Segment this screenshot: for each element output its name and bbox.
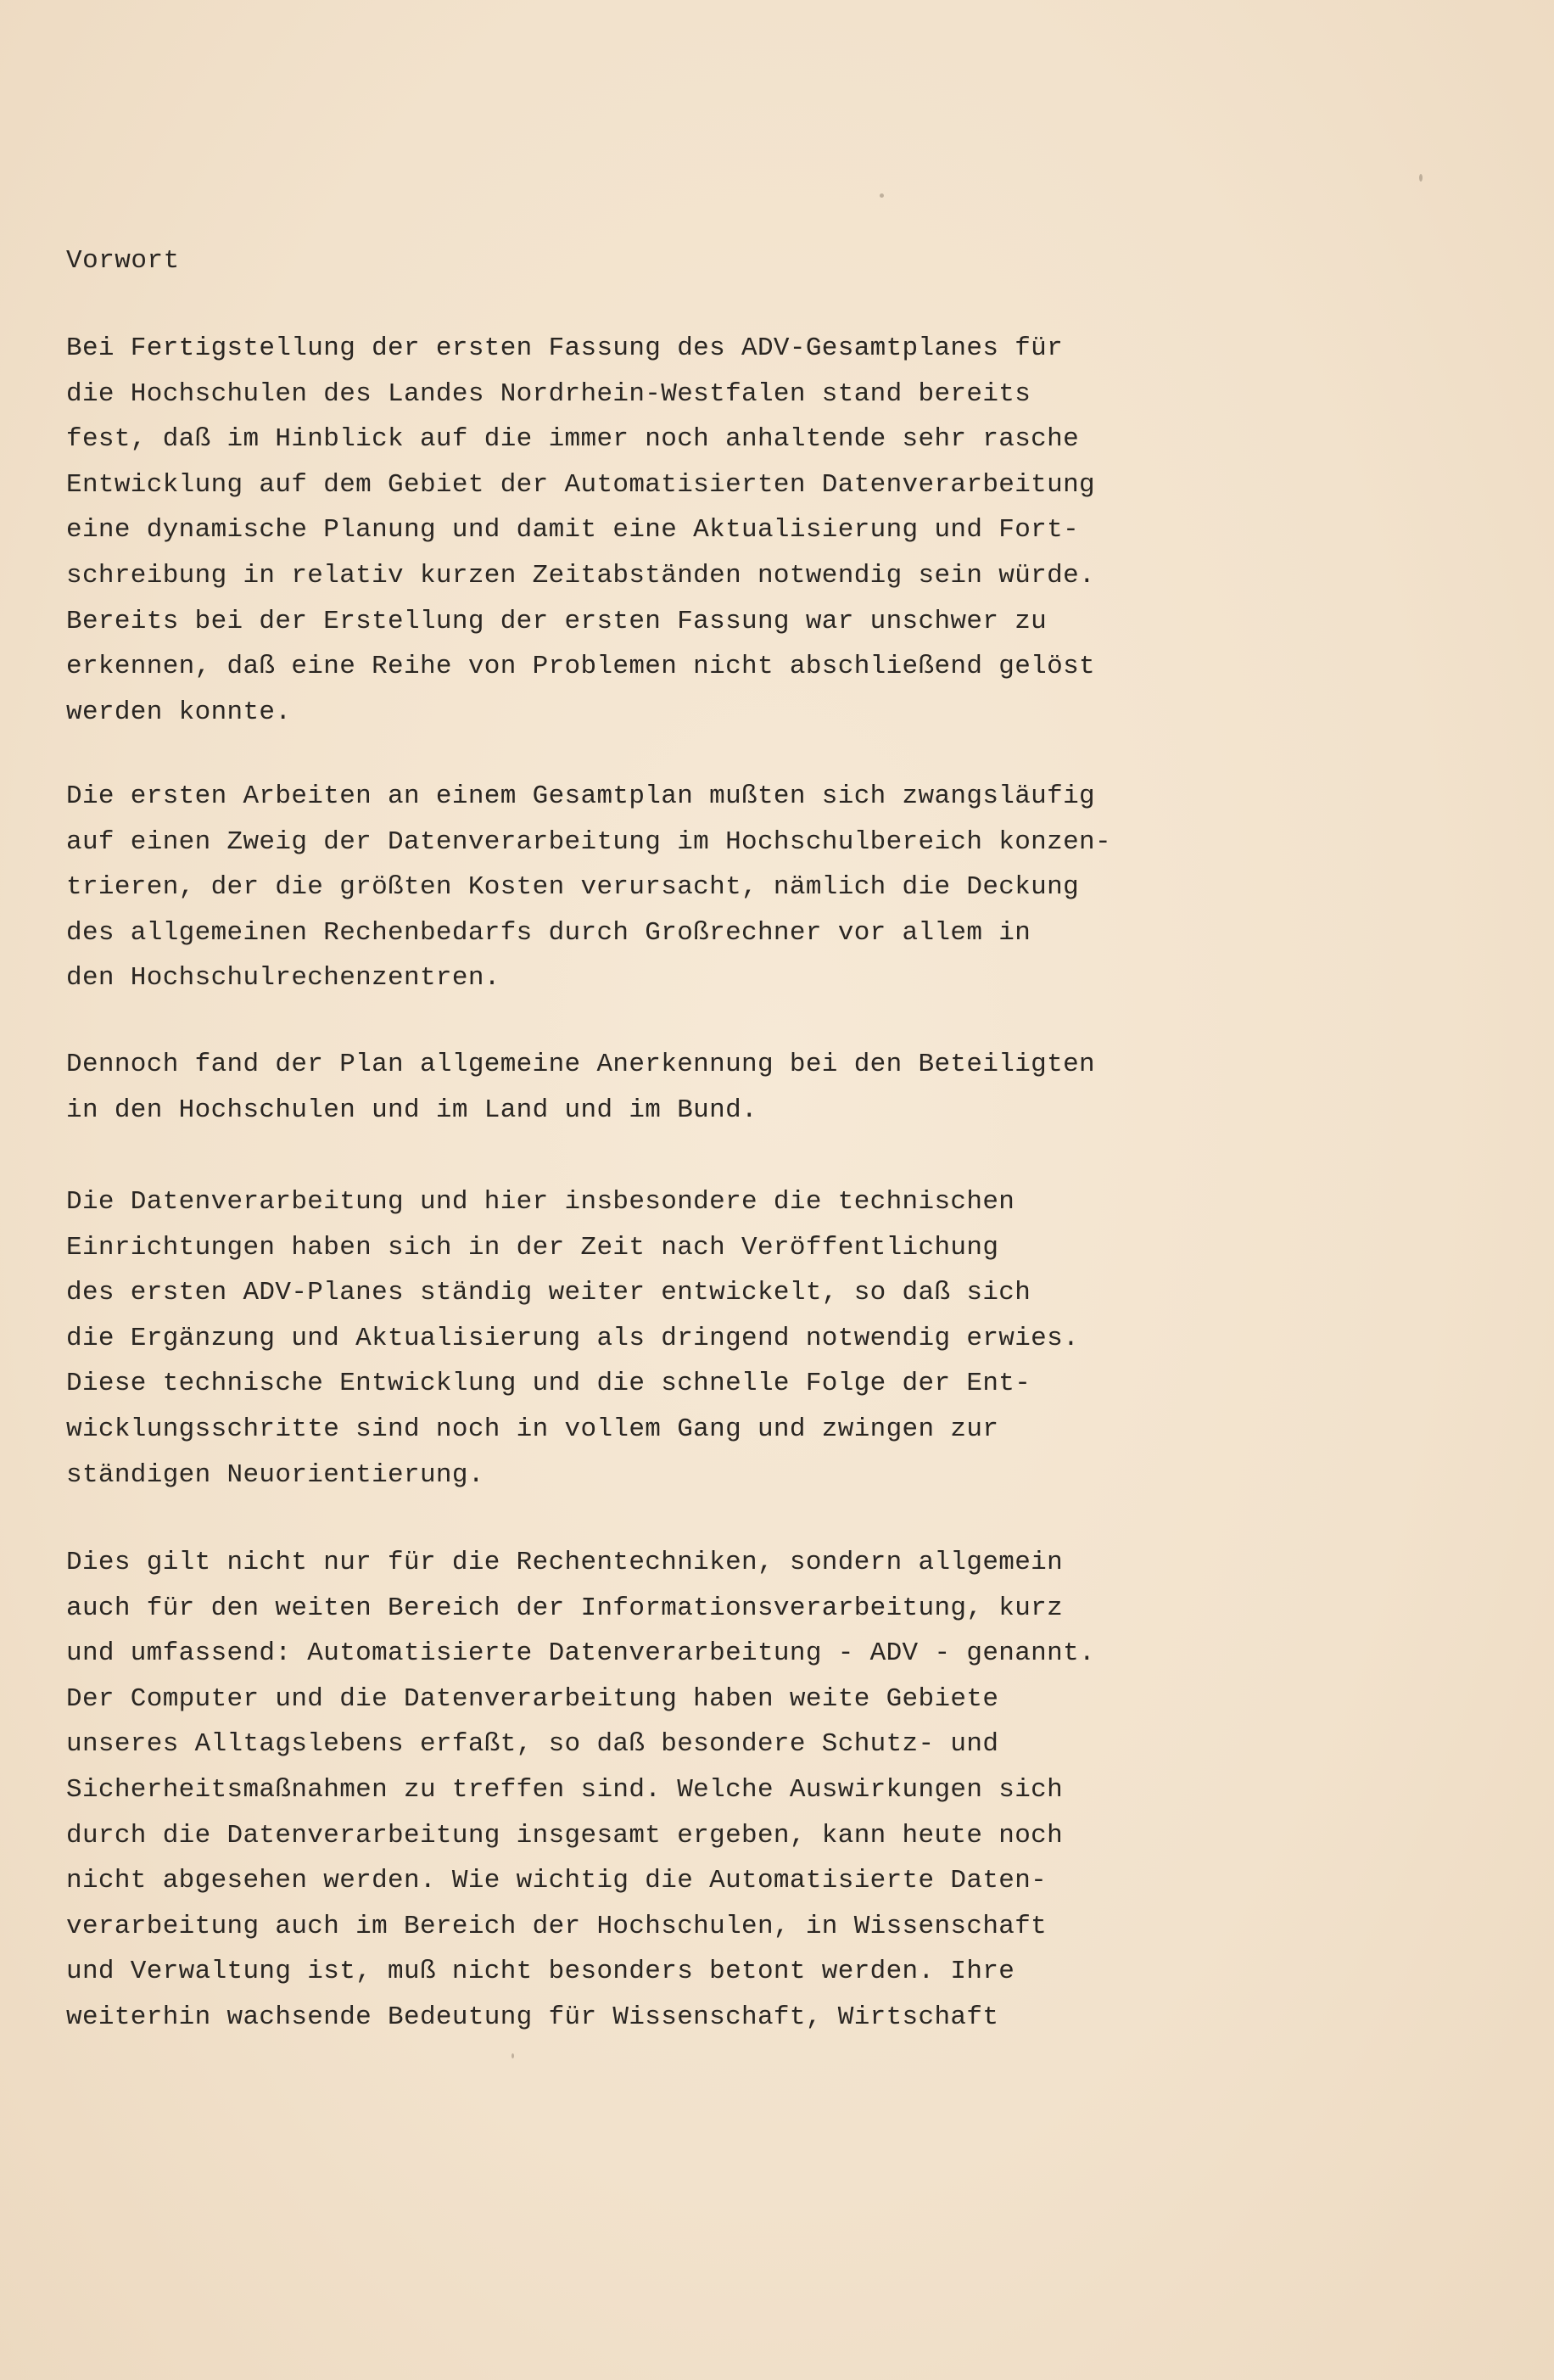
text-line: trieren, der die größten Kosten verursacht, nämlich die Deckung [66,872,1080,902]
text-line: und Verwaltung ist, muß nicht besonders betont werden. Ihre [66,1957,1015,1986]
text-line: verarbeitung auch im Bereich der Hochschulen, in Wissenschaft [66,1912,1048,1941]
text-line: des ersten ADV-Planes ständig weiter entwickelt, so daß sich [66,1278,1031,1308]
text-line: in den Hochschulen und im Land und im Bund. [66,1095,757,1125]
text-line: Diese technische Entwicklung und die schnelle Folge der Ent- [66,1369,1031,1398]
paper-speck [511,2053,514,2058]
text-line: auch für den weiten Bereich der Informationsverarbeitung, kurz [66,1593,1064,1623]
text-line: durch die Datenverarbeitung insgesamt ergeben, kann heute noch [66,1821,1064,1851]
text-line: Sicherheitsmaßnahmen zu treffen sind. Welche Auswirkungen sich [66,1775,1064,1805]
text-line: Entwicklung auf dem Gebiet der Automatisierten Datenverarbeitung [66,470,1095,500]
text-line: unseres Alltagslebens erfaßt, so daß besondere Schutz- und [66,1729,999,1759]
text-line: schreibung in relativ kurzen Zeitabständen notwendig sein würde. [66,561,1095,591]
page-title: Vorwort [66,246,180,276]
paper-speck [1419,174,1423,182]
text-line: ständigen Neuorientierung. [66,1460,484,1490]
text-line: den Hochschulrechenzentren. [66,963,500,993]
text-line: erkennen, daß eine Reihe von Problemen nicht abschließend gelöst [66,652,1095,681]
text-line: Dennoch fand der Plan allgemeine Anerkennung bei den Beteiligten [66,1050,1095,1079]
text-line: wicklungsschritte sind noch in vollem Gang und zwingen zur [66,1414,999,1444]
text-line: Die ersten Arbeiten an einem Gesamtplan mußten sich zwangsläufig [66,781,1095,811]
text-line: die Hochschulen des Landes Nordrhein-Westfalen stand bereits [66,379,1031,409]
text-line: werden konnte. [66,697,292,727]
text-line: Der Computer und die Datenverarbeitung haben weite Gebiete [66,1684,999,1714]
text-line: weiterhin wachsende Bedeutung für Wissenschaft, Wirtschaft [66,2002,999,2032]
text-line: auf einen Zweig der Datenverarbeitung im Hochschulbereich konzen- [66,827,1111,857]
text-line: Dies gilt nicht nur für die Rechentechniken, sondern allgemein [66,1548,1064,1577]
text-line: fest, daß im Hinblick auf die immer noch anhaltende sehr rasche [66,424,1080,454]
paper-speck [880,193,884,198]
text-line: und umfassend: Automatisierte Datenverarbeitung - ADV - genannt. [66,1638,1095,1668]
text-line: Bereits bei der Erstellung der ersten Fassung war unschwer zu [66,607,1048,636]
text-line: Bei Fertigstellung der ersten Fassung des ADV-Gesamtplanes für [66,333,1064,363]
text-line: eine dynamische Planung und damit eine Aktualisierung und Fort- [66,515,1080,545]
text-line: des allgemeinen Rechenbedarfs durch Großrechner vor allem in [66,918,1031,948]
text-line: nicht abgesehen werden. Wie wichtig die Automatisierte Daten- [66,1866,1048,1896]
text-line: die Ergänzung und Aktualisierung als dringend notwendig erwies. [66,1324,1080,1353]
text-line: Einrichtungen haben sich in der Zeit nach Veröffentlichung [66,1233,999,1263]
text-line: Die Datenverarbeitung und hier insbesondere die technischen [66,1187,1015,1217]
